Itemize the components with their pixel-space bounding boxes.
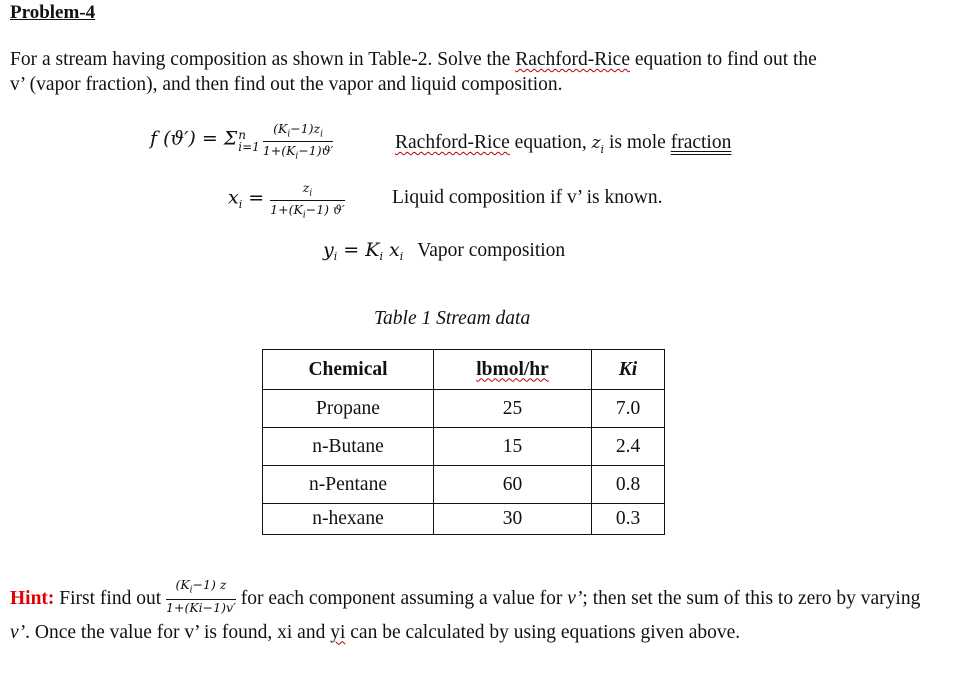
cell-chemical: n-Butane xyxy=(263,428,434,466)
rr-label-fraction: fraction xyxy=(670,132,732,153)
table-row xyxy=(263,466,665,504)
table-row xyxy=(263,504,665,535)
cell-ki: 0.3 xyxy=(592,504,665,535)
hint-text-pre: First find out xyxy=(54,588,167,610)
liq-fraction xyxy=(270,180,345,220)
table-row xyxy=(263,390,665,428)
cell-ki: 0.8 xyxy=(592,466,665,504)
header-ki: Ki xyxy=(592,350,665,390)
hint-text-4: can be calculated by using equations given above. xyxy=(345,621,741,643)
cell-flow: 25 xyxy=(434,390,592,428)
vap-k-sub: i xyxy=(379,250,383,264)
table-row xyxy=(263,428,665,466)
hint-v-2: v’ xyxy=(10,621,26,643)
hint-paragraph xyxy=(10,577,940,648)
rr-numerator: $(K_i-1)z_i$ xyxy=(263,121,334,142)
rr-label-post: is mole xyxy=(604,132,671,153)
hint-yi: yi xyxy=(330,621,346,643)
liq-lhs: x xyxy=(228,186,239,209)
hint-denominator: 1+(Ki−1)v′ xyxy=(166,599,236,615)
hint-numerator: $(K_i-1)$ z xyxy=(166,578,236,600)
cell-chemical: n-hexane xyxy=(263,504,434,535)
cell-flow: 60 xyxy=(434,466,592,504)
table-header-row xyxy=(263,350,665,390)
liquid-composition-label: Liquid composition if v’ is known. xyxy=(392,187,663,208)
problem-heading: Problem-4 xyxy=(10,2,96,23)
rachford-rice-equation xyxy=(150,121,333,161)
rr-label-name: Rachford-Rice xyxy=(395,132,510,153)
vapor-composition-label: Vapor composition xyxy=(417,240,566,261)
intro-line-1 xyxy=(10,49,817,71)
hint-v-1: v’ xyxy=(567,588,583,610)
hint-text-1: for each component assuming a value for xyxy=(235,588,568,610)
rr-label-mid: equation, xyxy=(509,132,592,153)
cell-ki: 7.0 xyxy=(592,390,665,428)
rr-sum-upper: n xyxy=(238,128,246,142)
cell-chemical: n-Pentane xyxy=(263,466,434,504)
cell-flow: 15 xyxy=(434,428,592,466)
intro-text-start: For a stream having composition as shown in Table-2. Solve the xyxy=(10,49,516,70)
header-chemical: Chemical xyxy=(263,350,434,390)
liquid-composition-equation xyxy=(228,180,345,220)
liq-equals: = xyxy=(248,186,265,209)
vap-k: = K xyxy=(337,239,380,261)
intro-line-2: v’ (vapor fraction), and then find out the vapor and liquid composition. xyxy=(10,74,563,95)
intro-text-end: equation to find out the xyxy=(630,49,817,70)
table-caption: Table 1 Stream data xyxy=(374,308,531,329)
stream-data-table xyxy=(262,349,665,535)
cell-ki: 2.4 xyxy=(592,428,665,466)
hint-fraction xyxy=(166,578,236,614)
rr-sum-limits xyxy=(238,129,260,153)
vap-y-sub: i xyxy=(333,250,338,264)
hint-label: Hint: xyxy=(10,588,55,610)
cell-flow: 30 xyxy=(434,504,592,535)
rachford-rice-term: Rachford-Rice xyxy=(515,49,630,70)
vap-x-sub: i xyxy=(399,250,404,264)
rr-label-z: z xyxy=(591,133,601,153)
rr-fraction xyxy=(263,121,334,161)
vapor-composition-equation xyxy=(323,239,565,263)
vap-x: x xyxy=(383,239,400,261)
vap-y: y xyxy=(323,239,334,261)
cell-chemical: Propane xyxy=(263,390,434,428)
liq-denominator: $1+(K_i-1)$ ϑ′ xyxy=(270,201,345,220)
header-lbmol-hr: lbmol/hr xyxy=(434,350,592,390)
hint-text-3: . Once the value for v’ is found, xi and xyxy=(25,621,331,643)
rr-label-zsub: i xyxy=(600,142,605,156)
rr-sum-lower: i=1 xyxy=(238,140,260,154)
rr-lhs: f (ϑ′) = Σ xyxy=(150,127,238,150)
liq-lhs-sub: i xyxy=(238,197,243,211)
rr-denominator: $1+(K_i-1)ϑ'$ xyxy=(262,142,334,161)
rr-equation-label xyxy=(395,132,731,156)
liq-numerator: $z_i$ xyxy=(270,180,345,201)
hint-text-2: ; then set the sum of this to zero by varying xyxy=(582,588,921,610)
